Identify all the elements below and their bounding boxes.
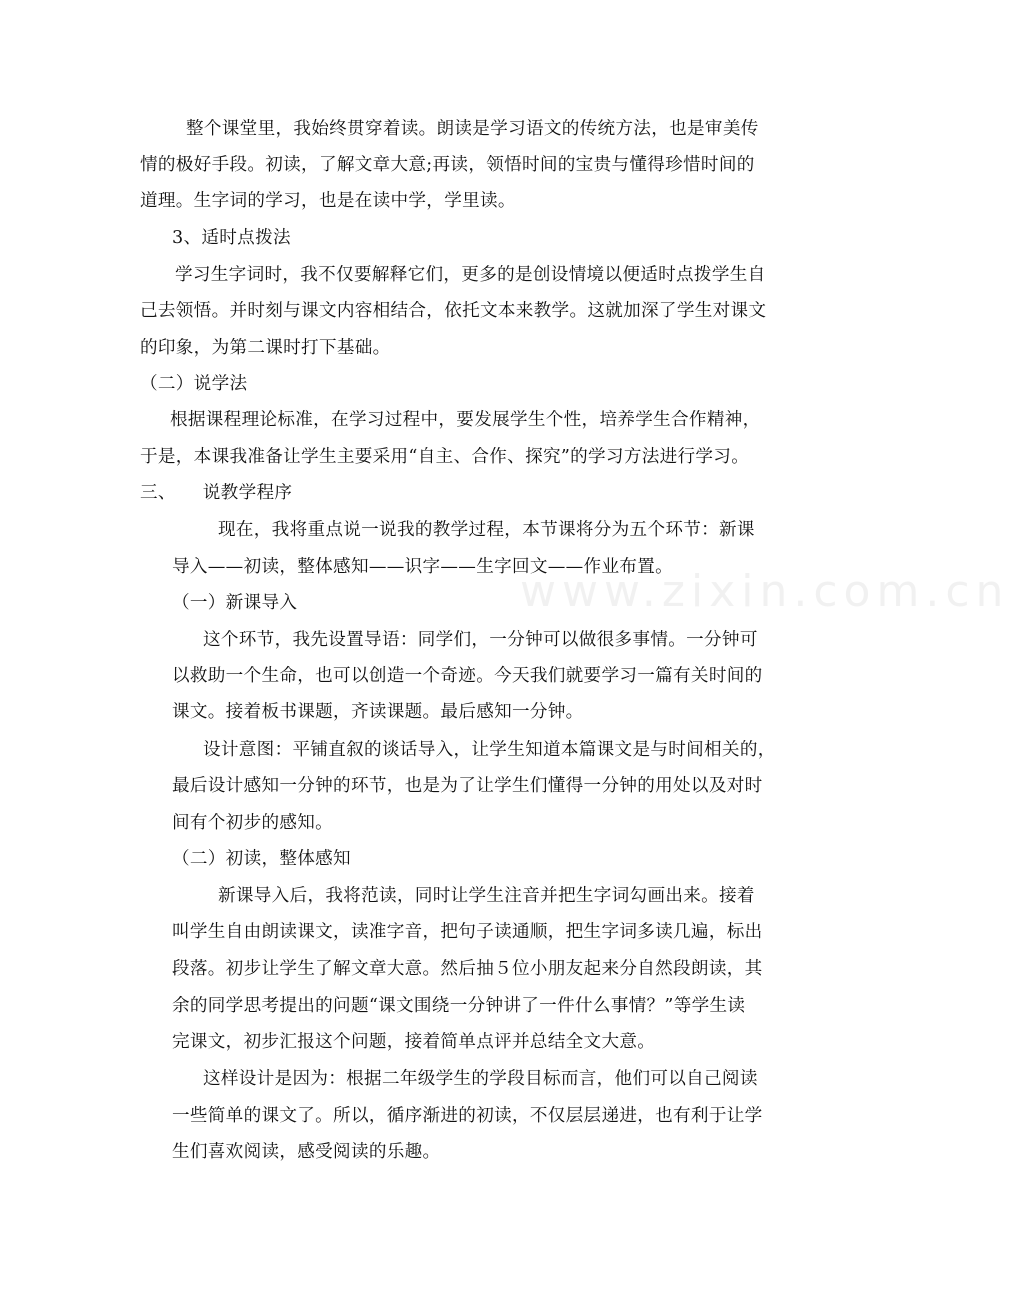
paragraph-line: 于是，本课我准备让学生主要采用“自主、合作、探究”的学习方法进行学习。 (140, 447, 750, 467)
paragraph-line: 完课文，初步汇报这个问题，接着简单点评并总结全文大意。 (172, 1032, 656, 1052)
paragraph-line: 最后设计感知一分钟的环节，也是为了让学生们懂得一分钟的用处以及对时 (172, 776, 763, 796)
paragraph-line: 整个课堂里，我始终贯穿着读。朗读是学习语文的传统方法，也是审美传 (186, 119, 759, 139)
paragraph-line: 新课导入后，我将范读，同时让学生注音并把生字词勾画出来。接着 (218, 886, 755, 906)
section-heading: （二）说学法 (140, 374, 248, 394)
section-heading: 三、 说教学程序 (140, 483, 293, 503)
paragraph-line: 己去领悟。并时刻与课文内容相结合，依托文本来教学。这就加深了学生对课文 (140, 301, 767, 321)
paragraph-line: 设计意图：平铺直叙的谈话导入，让学生知道本篇课文是与时间相关的， (203, 740, 776, 760)
section-heading: 3、适时点拨法 (172, 228, 291, 248)
paragraph-line: 段落。初步让学生了解文章大意。然后抽５位小朋友起来分自然段朗读，其 (172, 959, 763, 979)
paragraph-line: 以救助一个生命，也可以创造一个奇迹。今天我们就要学习一篇有关时间的 (172, 666, 763, 686)
paragraph-line: 课文。接着板书课题，齐读课题。最后感知一分钟。 (172, 702, 584, 722)
paragraph-line: 这样设计是因为：根据二年级学生的学段目标而言，他们可以自己阅读 (203, 1069, 758, 1089)
paragraph-line: 情的极好手段。初读，了解文章大意;再读，领悟时间的宝贵与懂得珍惜时间的 (140, 155, 755, 175)
paragraph-line: 道理。生字词的学习，也是在读中学，学里读。 (140, 191, 516, 211)
section-heading: （二）初读，整体感知 (172, 849, 351, 869)
paragraph-line: 生们喜欢阅读，感受阅读的乐趣。 (172, 1142, 441, 1162)
paragraph-line: 导入——初读，整体感知——识字——生字回文——作业布置。 (172, 557, 674, 577)
paragraph-line: 一些简单的课文了。所以，循序渐进的初读，不仅层层递进，也有利于让学 (172, 1106, 763, 1126)
paragraph-line: 根据课程理论标准，在学习过程中，要发展学生个性，培养学生合作精神， (170, 410, 761, 430)
paragraph-line: 学习生字词时，我不仅要解释它们，更多的是创设情境以便适时点拨学生自 (175, 265, 766, 285)
paragraph-line: 的印象，为第二课时打下基础。 (140, 338, 391, 358)
paragraph-line: 余的同学思考提出的问题“课文围绕一分钟讲了一件什么事情？”等学生读 (172, 996, 746, 1016)
watermark: www.zixin.com.cn (520, 566, 1009, 617)
section-heading: （一）新课导入 (172, 593, 298, 613)
paragraph-line: 现在，我将重点说一说我的教学过程，本节课将分为五个环节：新课 (218, 520, 755, 540)
paragraph-line: 叫学生自由朗读课文，读准字音，把句子读通顺，把生字词多读几遍，标出 (172, 922, 763, 942)
paragraph-line: 间有个初步的感知。 (172, 813, 334, 833)
paragraph-line: 这个环节，我先设置导语：同学们，一分钟可以做很多事情。一分钟可 (203, 630, 758, 650)
